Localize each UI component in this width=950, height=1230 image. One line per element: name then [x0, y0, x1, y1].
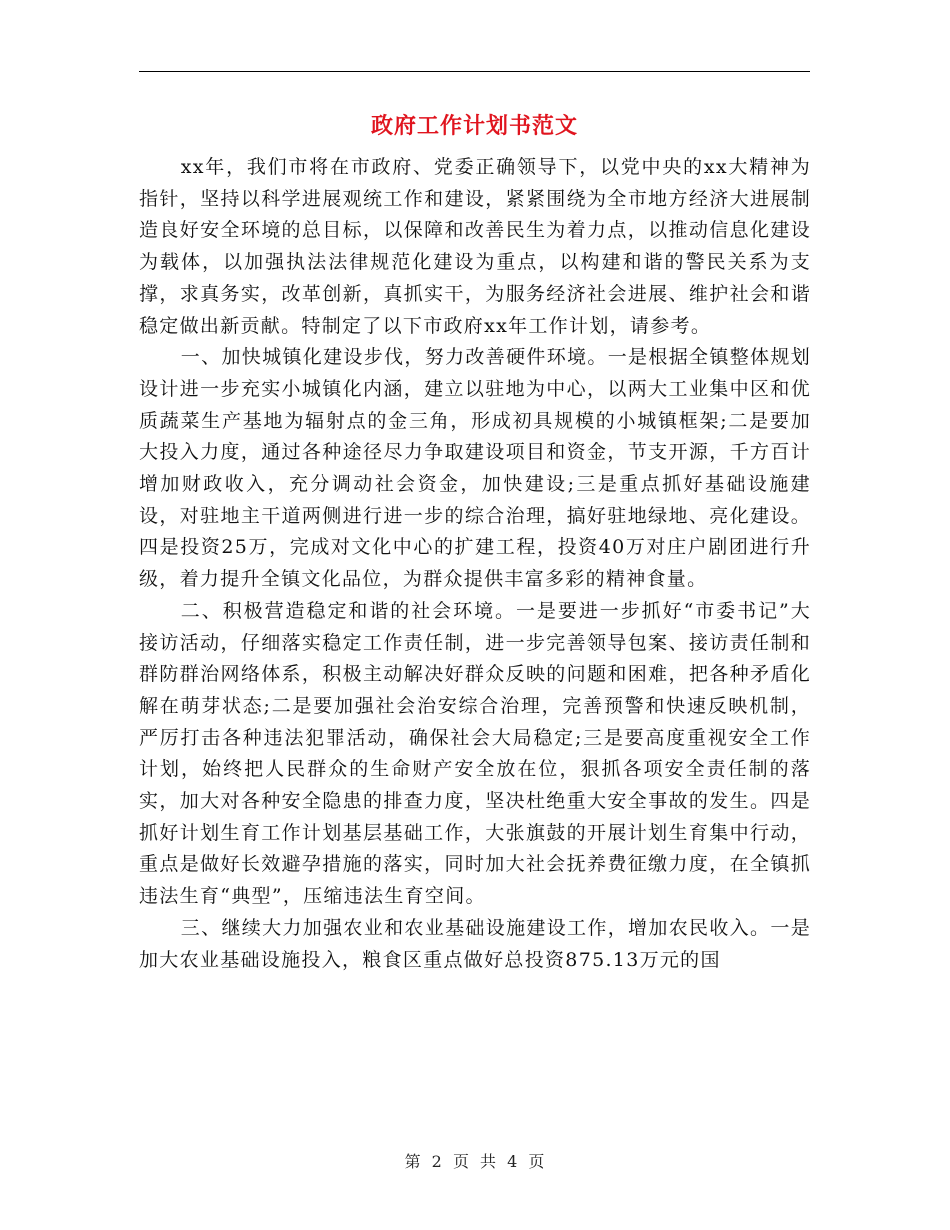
document-body: [139, 152, 811, 976]
header-rule: [139, 71, 810, 72]
paragraph-section-2: 二、积极营造稳定和谐的社会环境。一是要进一步抓好“市委书记”大接访活动，仔细落实稳定工作责任制，进一步完善领导包案、接访责任制和群防群治网络体系，积极主动解决好群众反映的问题和困难，把各种矛盾化解在萌芽状态;二是要加强社会治安综合治理，完善预警和快速反映机制，严厉打击各种违法犯罪活动，确保社会大局稳定;三是要高度重视安全工作计划，始终把人民群众的生命财产安全放在位，狠抓各项安全责任制的落实，加大对各种安全隐患的排查力度，坚决杜绝重大安全事故的发生。四是抓好计划生育工作计划基层基础工作，大张旗鼓的开展计划生育集中行动，重点是做好长效避孕措施的落实，同时加大社会抚养费征缴力度，在全镇抓违法生育“典型”，压缩违法生育空间。: [139, 599, 811, 908]
paragraph-section-1: 一、加快城镇化建设步伐，努力改善硬件环境。一是根据全镇整体规划设计进一步充实小城镇化内涵，建立以驻地为中心，以两大工业集中区和优质蔬菜生产基地为辐射点的金三角，形成初具规模的小城镇框架;二是要加大投入力度，通过各种途径尽力争取建设项目和资金，节支开源，千方百计增加财政收入，充分调动社会资金，加快建设;三是重点抓好基础设施建设，对驻地主干道两侧进行进一步的综合治理，搞好驻地绿地、亮化建设。四是投资25万，完成对文化中心的扩建工程，投资40万对庄户剧团进行升级，着力提升全镇文化品位，为群众提供丰富多彩的精神食量。: [139, 346, 811, 591]
page-number-footer: 第 2 页 共 4 页: [404, 1152, 545, 1171]
document-title: 政府工作计划书范文: [370, 113, 578, 139]
paragraph-section-3: 三、继续大力加强农业和农业基础设施建设工作，增加农民收入。一是加大农业基础设施投入，粮食区重点做好总投资875.13万元的国: [139, 916, 811, 971]
paragraph-intro: xx年，我们市将在市政府、党委正确领导下，以党中央的xx大精神为指针，坚持以科学进展观统工作和建设，紧紧围绕为全市地方经济大进展制造良好安全环境的总目标，以保障和改善民生为着力点，以推动信息化建设为载体，以加强执法法律规范化建设为重点，以构建和谐的警民关系为支撑，求真务实，改革创新，真抓实干，为服务经济社会进展、维护社会和谐稳定做出新贡献。特制定了以下市政府xx年工作计划，请参考。: [139, 156, 811, 337]
